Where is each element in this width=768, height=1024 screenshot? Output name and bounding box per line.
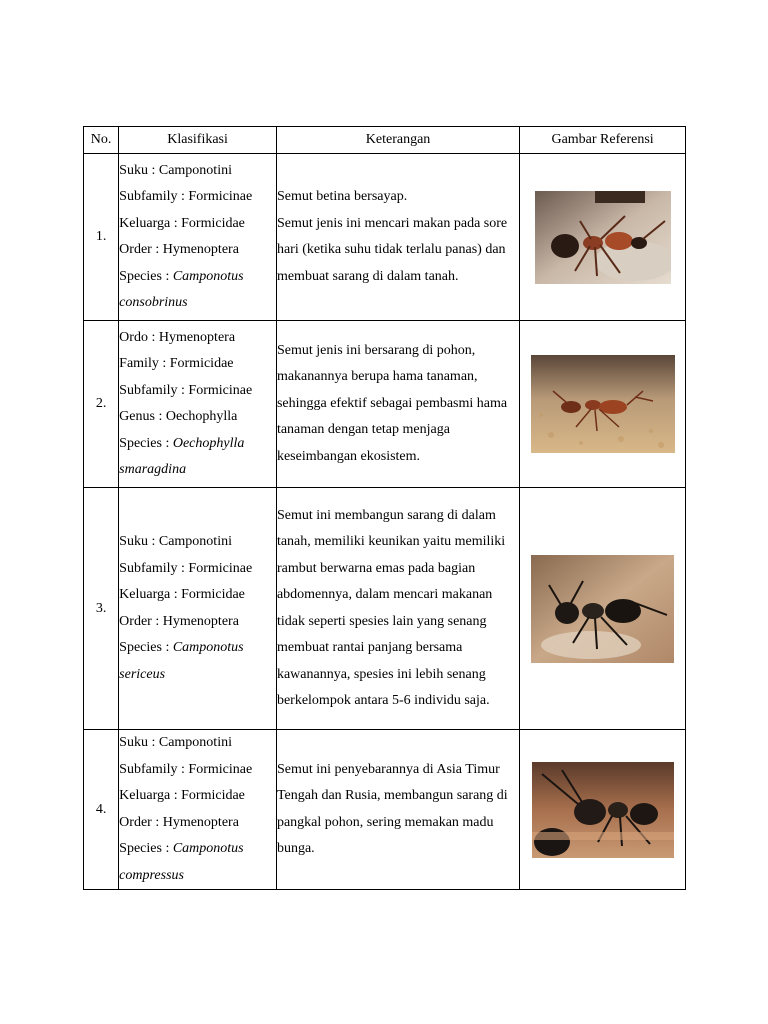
- black-ant-photo-icon: [531, 555, 674, 663]
- species-line: Species : Camponotus: [119, 640, 244, 655]
- ant-classification-table: [83, 126, 686, 890]
- reddish-ant-photo-icon: [535, 191, 671, 284]
- klasifikasi-line: Keluarga : Formicidae: [119, 215, 245, 231]
- row-number: 4.: [84, 730, 119, 890]
- klasifikasi-line: Order : Hymenoptera: [119, 814, 239, 830]
- header-gambar: Gambar Referensi: [520, 127, 686, 154]
- header-no: No.: [84, 127, 119, 154]
- klasifikasi-line: Family : Formicidae: [119, 356, 234, 371]
- table-row: [84, 488, 686, 730]
- keterangan-text: Semut ini penyebarannya di Asia Timur Tengah dan Rusia, membangun sarang di pangkal pohon, sering memakan madu bunga.: [276, 761, 508, 856]
- keterangan-cell: [276, 154, 519, 321]
- species-line: Species : Oechophylla: [119, 435, 245, 451]
- table-row: [84, 321, 686, 488]
- klasifikasi-cell: [119, 730, 277, 890]
- klasifikasi-line: Genus : Oechophylla: [119, 409, 238, 424]
- species-line-cont: compressus: [119, 867, 184, 883]
- klasifikasi-line: Subfamily : Formicinae: [119, 761, 253, 777]
- header-klasifikasi: Klasifikasi: [119, 127, 277, 154]
- keterangan-cell: [276, 730, 519, 890]
- klasifikasi-cell: [119, 488, 277, 730]
- header-keterangan: Keterangan: [276, 127, 519, 154]
- klasifikasi-cell: [119, 154, 277, 321]
- species-line-cont: consobrinus: [119, 295, 188, 310]
- keterangan-text: Semut ini membangun sarang di dalam tanah, memiliki keunikan yaitu memiliki rambut berwarna emas pada bagian abdomennya, dalam mencari makanan tidak seperti spesies lain yang senang membuat rantai panjang bersama kawanannya, spesies ini lebih senang berkelompok antara 5-6 individu saja.: [276, 507, 506, 708]
- gambar-cell: [520, 321, 686, 488]
- row-number: 2.: [84, 321, 119, 488]
- species-line-cont: smaragdina: [119, 462, 187, 477]
- keterangan-cell: [276, 321, 519, 488]
- klasifikasi-line: Subfamily : Formicinae: [119, 560, 253, 576]
- species-line: Species : Camponotus: [119, 841, 244, 856]
- weaver-ant-photo-icon: [531, 355, 675, 453]
- keterangan-text: Semut betina bersayap.: [276, 189, 408, 204]
- species-line-cont: sericeus: [119, 666, 166, 682]
- gambar-cell: [520, 488, 686, 730]
- klasifikasi-line: Keluarga : Formicidae: [119, 788, 245, 803]
- klasifikasi-line: Ordo : Hymenoptera: [119, 329, 236, 345]
- klasifikasi-line: Order : Hymenoptera: [119, 613, 239, 629]
- klasifikasi-line: Subfamily : Formicinae: [119, 382, 253, 398]
- dark-ant-photo-icon: [532, 762, 674, 858]
- row-number: 1.: [84, 154, 119, 321]
- gambar-cell: [520, 154, 686, 321]
- header-row: [84, 127, 686, 154]
- species-line: Species : Camponotus: [119, 268, 244, 284]
- keterangan-text: Semut jenis ini bersarang di pohon, makanannya berupa hama tanaman, sehingga efektif sebagai pembasmi hama tanaman dengan tetap menjaga keseimbangan ekosistem.: [276, 342, 508, 464]
- gambar-cell: [520, 730, 686, 890]
- klasifikasi-line: Subfamily : Formicinae: [119, 189, 253, 204]
- keterangan-text: Semut jenis ini mencari makan pada sore hari (ketika suhu tidak terlalu panas) dan membuat sarang di dalam tanah.: [276, 215, 508, 284]
- klasifikasi-line: Order : Hymenoptera: [119, 242, 239, 257]
- row-number: 3.: [84, 488, 119, 730]
- klasifikasi-line: Suku : Camponotini: [119, 735, 232, 750]
- klasifikasi-cell: [119, 321, 277, 488]
- klasifikasi-line: Suku : Camponotini: [119, 534, 232, 549]
- klasifikasi-line: Keluarga : Formicidae: [119, 587, 245, 602]
- table-row: [84, 730, 686, 890]
- table-row: [84, 154, 686, 321]
- klasifikasi-line: Suku : Camponotini: [119, 162, 232, 178]
- keterangan-cell: [276, 488, 519, 730]
